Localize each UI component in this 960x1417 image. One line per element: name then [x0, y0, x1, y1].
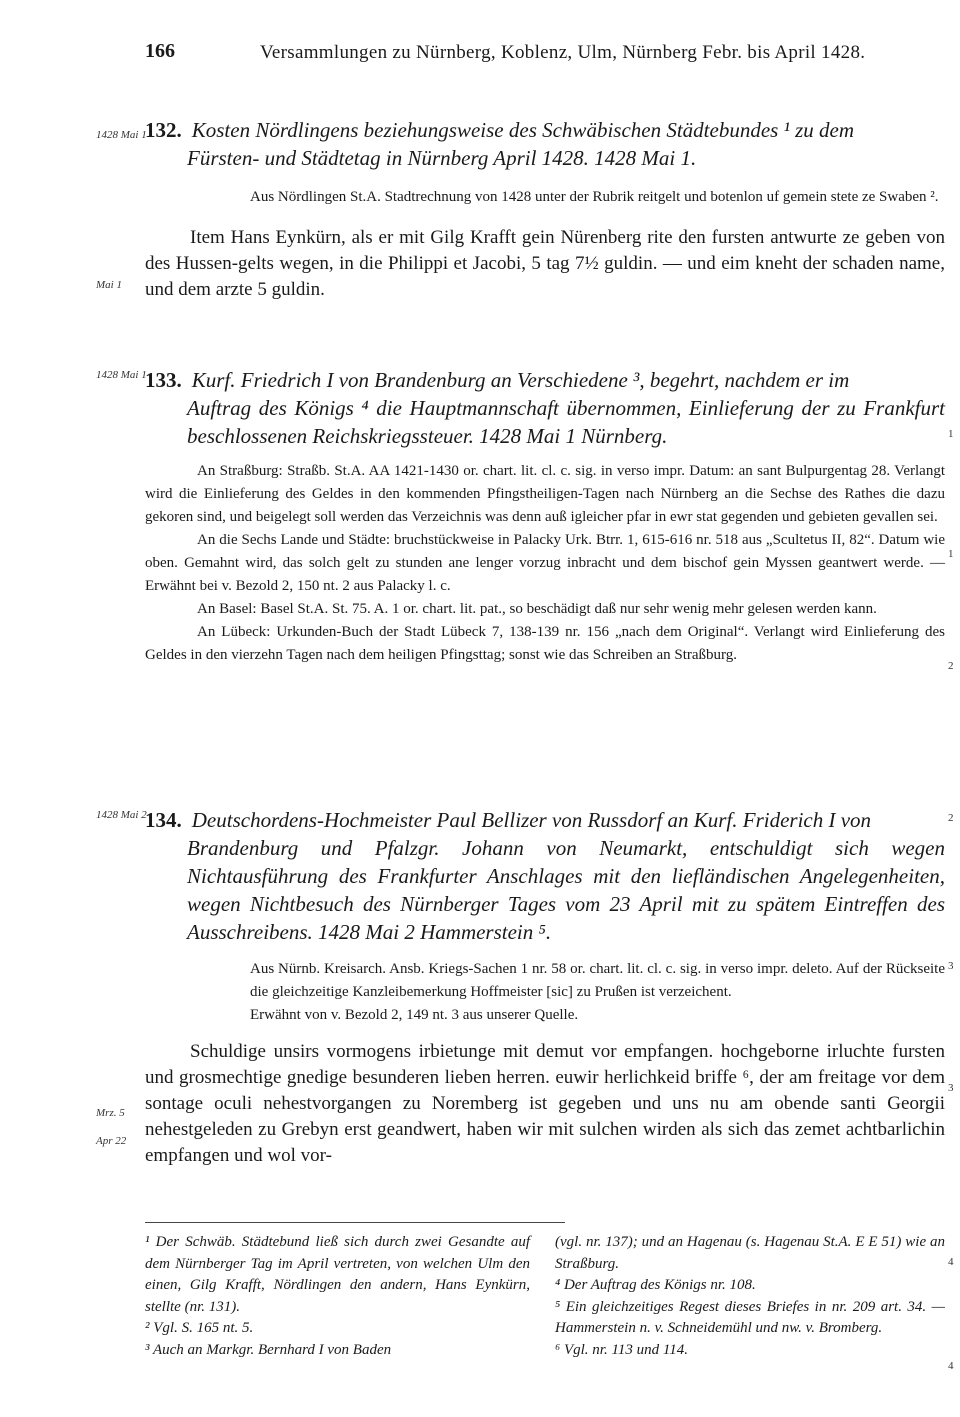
entry-title [145, 366, 945, 450]
page-header [145, 40, 920, 70]
footnotes-right [555, 1232, 945, 1361]
margin-date: 1428 Mai 1 [96, 129, 147, 141]
line-number: 2 [948, 812, 954, 824]
margin-date: Apr 22 [96, 1135, 127, 1147]
entry-number: 133. [145, 368, 182, 392]
source-note: Erwähnt von v. Bezold 2, 149 nt. 3 aus unserer Quelle. [250, 1007, 579, 1023]
footnote-divider [145, 1222, 565, 1223]
margin-date: Mrz. 5 [96, 1107, 125, 1119]
document-text: Item Hans Eynkürn, als er mit Gilg Krafft gein Nürenberg rite den fursten antwurte ze geben von des Hussen-gelts wegen, in die Philippi et Jacobi, 5 tag 7½ guldin. — und eim kneht der schaden name, und dem arzte 5 guldin. [145, 227, 945, 300]
document-text: Schuldige unsirs vormogens irbietunge mit demut vor empfangen. hochgeborne irluchte fursten und grosmechtige gnedige besunderen lieben herren. euwir herlichkeid briffe ⁶, der am freitage vor dem sontage oculi nehestvorgangen zu Noremberg ist gegeben und uns nu am obende santi Georgii nehestgeleden zu Grebyn erst geandwert, haben wir mit sulchen wirden als sich das zemet achtbarlichin empfangen und wol vor- [145, 1041, 945, 1166]
margin-date: 1428 Mai 2 [96, 809, 147, 821]
line-number: 3 [948, 960, 954, 972]
entry-title-rest: Fürsten- und Städtetag in Nürnberg April 1428. 1428 Mai 1. [187, 146, 697, 170]
line-number: 2 [948, 660, 954, 672]
line-number: 4 [948, 1256, 954, 1268]
footnote: ⁴ Der Auftrag des Königs nr. 108. [555, 1277, 756, 1293]
entry-title-first: Kosten Nördlingens beziehungsweise des Schwäbischen Städtebundes ¹ zu dem [191, 118, 855, 142]
entry-title-rest: Brandenburg und Pfalzgr. Johann von Neumarkt, entschuldigt sich wegen Nichtausführung des Frankfurter Anschlages mit den liefländischen Angelegenheiten, wegen Nichtbesuch des Nürnberger Tages vom 23 April mit zu spätem Eintreffen des Ausschreibens. 1428 Mai 2 Hammerstein ⁵. [187, 836, 945, 944]
source-note: An die Sechs Lande und Städte: bruchstückweise in Palacky Urk. Btrr. 1, 615-616 nr. 518 aus „Scultetus II, 82“. Datum wie oben. Gemahnt wird, das solch gelt zu stunden ane lenger vorzug inbracht und dem bischof gein Myssen geantwert werde. — Erwähnt bei v. Bezold 2, 150 nt. 2 aus Palacky l. c. [145, 532, 945, 594]
running-title: Versammlungen zu Nürnberg, Koblenz, Ulm, Nürnberg Febr. bis April 1428. [260, 42, 866, 63]
entry-132 [145, 116, 945, 303]
entry-133 [145, 366, 945, 667]
source-note: An Lübeck: Urkunden-Buch der Stadt Lübeck 7, 138-139 nr. 156 „nach dem Original“. Verlangt wird Einlieferung des Geldes in den vierzehn Tagen nach dem heiligen Pfingsttag; sonst wie das Schreiben an Straßburg. [145, 624, 945, 663]
source-note: An Straßburg: Straßb. St.A. AA 1421-1430 or. chart. lit. cl. c. sig. in verso impr. Datum: an sant Bulpurgentag 28. Verlangt wird die Einlieferung des Geldes in den kommenden Pfingstheiligen-Tagen nach Nürnberg an die Sechse des Rathes die dazu gekoren sind, und beigelegt soll werden das Verzeichnis was denn auß igleicher pfar in ewr stat gegenden und gebieten gevallen sei. [145, 463, 945, 525]
entry-title-rest: Auftrag des Königs ⁴ die Hauptmannschaft übernommen, Einlieferung der zu Frankfurt beschlossenen Reichskriegssteuer. 1428 Mai 1 Nürnberg. [187, 396, 945, 448]
footnote: ⁶ Vgl. nr. 113 und 114. [555, 1341, 688, 1358]
margin-date: Mai 1 [96, 279, 122, 291]
entry-title [145, 806, 945, 946]
entry-number: 132. [145, 118, 182, 142]
line-number: 1 [948, 548, 954, 560]
margin-date: 1428 Mai 1 [96, 369, 147, 381]
line-number: 3 [948, 1082, 954, 1094]
page-number: 166 [145, 40, 175, 62]
footnote: ¹ Der Schwäb. Städtebund ließ sich durch zwei Gesandte auf dem Nürnberger Tag im April vertreten, von welchen Ulm den einen, Gilg Krafft, Nördlingen den andern, Hans Eynkürn, stellte (nr. 131). [145, 1234, 530, 1315]
entry-title-first: Deutschordens-Hochmeister Paul Bellizer von Russdorf an Kurf. Friderich I von [191, 808, 872, 832]
footnote: ² Vgl. S. 165 nt. 5. [145, 1320, 254, 1336]
source-note: Aus Nürnb. Kreisarch. Ansb. Kriegs-Sachen 1 nr. 58 or. chart. lit. cl. c. sig. in verso impr. deleto. Auf der Rückseite die gleichzeitige Kanzleibemerkung Hoffmeister [sic] zu Prußen ist verzeichent. [250, 961, 945, 1000]
footnote: ³ Auch an Markgr. Bernhard I von Baden [145, 1341, 392, 1358]
entry-number: 134. [145, 808, 182, 832]
line-number: 4 [948, 1360, 954, 1372]
footnote: (vgl. nr. 137); und an Hagenau (s. Hagenau St.A. E E 51) wie an Straßburg. [555, 1234, 945, 1272]
entry-134 [145, 806, 945, 1169]
source-note: An Basel: Basel St.A. St. 75. A. 1 or. chart. lit. pat., so beschädigt daß nur sehr wenig mehr gelesen werden kann. [197, 601, 877, 617]
entry-title [145, 116, 945, 172]
footnote: ⁵ Ein gleichzeitiges Regest dieses Briefes in nr. 209 art. 34. — Hammerstein n. v. Schneidemühl und nw. v. Bromberg. [555, 1298, 945, 1336]
line-number: 1 [948, 428, 954, 440]
footnotes-left [145, 1232, 530, 1361]
entry-title-first: Kurf. Friedrich I von Brandenburg an Verschiedene ³, begehrt, nachdem er im [191, 368, 850, 392]
source-note: Aus Nördlingen St.A. Stadtrechnung von 1428 unter der Rubrik reitgelt und botenlon uf gemein stete ze Swaben ². [250, 189, 939, 205]
